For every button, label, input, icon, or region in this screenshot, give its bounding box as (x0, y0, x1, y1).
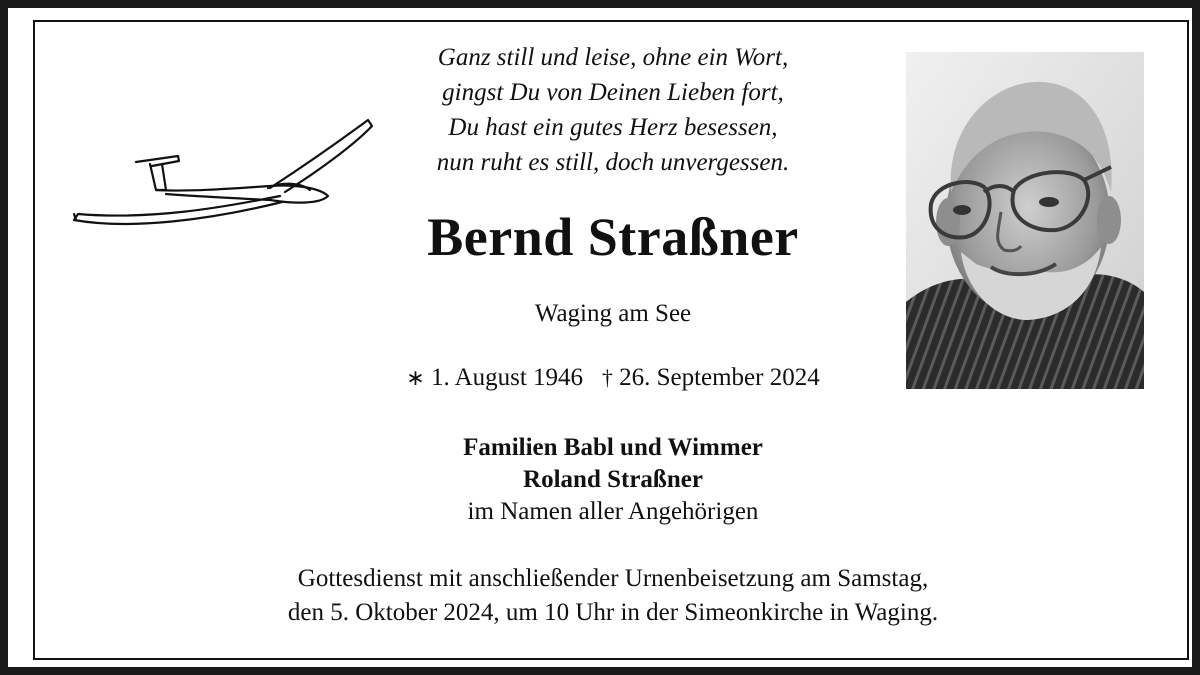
deceased-name: Bernd Straßner (427, 207, 799, 267)
service-info (0, 562, 1200, 630)
deceased-place: Waging am See (534, 300, 692, 327)
death-cross-icon: † (601, 365, 613, 390)
mourners (0, 432, 1200, 528)
death-date: 26. September 2024 (619, 364, 820, 391)
birth-star-icon: ∗ (406, 365, 425, 390)
poem-line: Du hast ein gutes Herz besessen, (448, 114, 778, 141)
service-line: Gottesdienst mit anschließender Urnenbeisetzung am Samstag, (297, 565, 929, 592)
service-line: den 5. Oktober 2024, um 10 Uhr in der Simeonkirche in Waging. (287, 599, 939, 626)
poem-line: nun ruht es still, doch unvergessen. (436, 149, 790, 176)
mourners-note: im Namen aller Angehörigen (467, 498, 759, 525)
portrait-photo (906, 52, 1144, 389)
poem-line: gingst Du von Deinen Lieben fort, (442, 79, 784, 106)
mourners-families: Familien Babl und Wimmer (463, 434, 763, 461)
birth-date: 1. August 1946 (430, 364, 584, 391)
poem-line: Ganz still und leise, ohne ein Wort, (437, 44, 789, 71)
mourners-person: Roland Straßner (523, 466, 703, 493)
portrait-image (906, 52, 1144, 389)
